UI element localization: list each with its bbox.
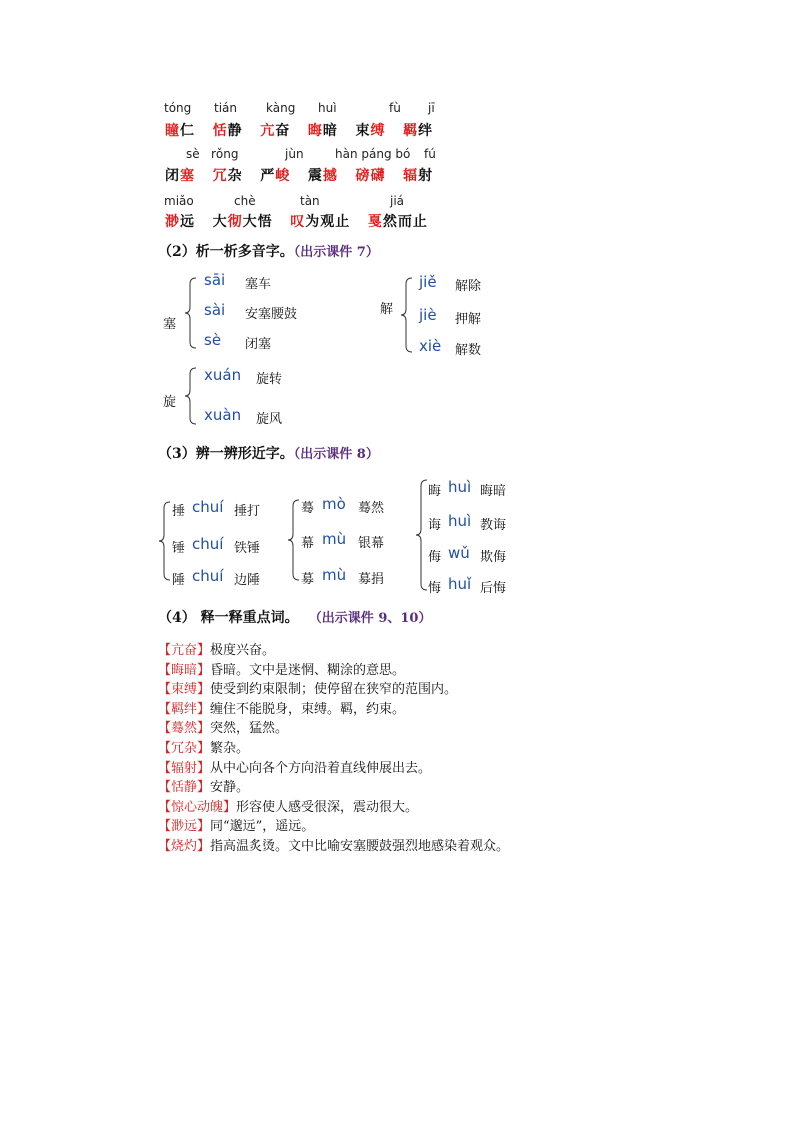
character [195,214,213,230]
word-label: 晦暗 [480,484,507,499]
definition-text: 指高温炙烫。文中比喻安塞腰鼓强烈地感染着观众。 [210,838,510,854]
section-2-title: （2）析一析多音字。 [158,244,294,260]
section-2-note: （出示课件 7） [293,245,379,260]
character: 静 [227,123,243,139]
word-label: 教诲 [480,518,507,533]
highlighted-character: 戛 [367,214,383,230]
word-label: 捶打 [234,504,261,519]
word-label: 欺侮 [480,550,507,565]
pinyin-label: chuí [192,498,224,516]
char-label: 陲 [172,573,186,588]
char-label: 募 [301,572,315,587]
pinyin-annotation: fú [424,147,436,161]
pinyin-annotation: kàng [266,101,296,115]
definition-term: 【冗杂】 [158,740,211,756]
character: 暗 [322,123,338,139]
character-line [165,120,433,140]
highlighted-character: 瞳 [165,123,180,139]
definition-item [158,719,509,739]
char-label: 蓦 [301,501,315,516]
section-3-title: （3）辨一辨形近字。 [158,446,294,462]
character: 闭 [165,168,180,184]
word-label: 铁锤 [234,541,261,556]
character: 严 [260,168,276,184]
definition-item [158,661,509,681]
pinyin-label: mù [322,566,347,584]
highlighted-character: 冗 [212,168,228,184]
character [290,168,308,184]
pinyin-label: wǔ [448,544,470,562]
pinyin-annotation: huì [318,101,337,115]
definition-term: 【蓦然】 [158,721,211,737]
pinyin-label: huì [448,512,472,530]
character: 止 [335,214,351,230]
word-label: 银幕 [358,536,385,551]
section-3-note: （出示课件 8） [293,447,379,462]
pinyin-annotation: jī [428,101,435,115]
char-label: 侮 [428,550,442,565]
pinyin-annotation: chè [234,194,256,208]
highlighted-character: 恬 [212,123,228,139]
char-label: 诲 [428,518,442,533]
word-label: 蓦然 [358,501,385,516]
definition-term: 【恬静】 [158,780,211,796]
polyphone-char: 旋 [163,395,177,410]
highlighted-character: 礴 [370,168,386,184]
word-label: 旋风 [256,412,283,427]
word-label: 押解 [455,312,482,327]
brace-icon [415,478,429,592]
pinyin-label: chuí [192,535,224,553]
pinyin-annotation: hàn páng bó [335,147,411,161]
definition-list [158,641,509,857]
character: 然 [382,214,398,230]
highlighted-character: 彻 [227,214,243,230]
definition-text: 安静。 [210,780,250,796]
highlighted-character: 羁 [403,123,419,139]
word-label: 闭塞 [245,337,272,352]
word-label: 边陲 [234,573,261,588]
highlighted-character: 叹 [290,214,306,230]
character: 杂 [227,168,243,184]
character: 而 [397,214,413,230]
character-line [165,165,433,185]
word-label: 塞车 [245,277,272,292]
character [273,214,291,230]
pinyin-annotation: fù [389,101,401,115]
character [290,123,308,139]
definition-term: 【辐射】 [158,760,211,776]
highlighted-character: 亢 [260,123,276,139]
definition-text: 形容使人感受很深，震动很大。 [236,799,419,815]
brace-icon [184,276,198,350]
character: 为 [305,214,321,230]
definition-term: 【渺远】 [158,819,211,835]
character [243,123,261,139]
pinyin-label: sè [204,331,222,349]
pinyin-label: chuí [192,567,224,585]
highlighted-character: 缚 [370,123,386,139]
definition-term: 【惊心动魄】 [158,799,237,815]
definition-text: 使受到约束限制；使停留在狭窄的范围内。 [210,682,458,698]
character [386,168,404,184]
character-line [165,211,428,231]
definition-term: 【羁绊】 [158,701,211,717]
definition-text: 从中心向各个方向沿着直线伸展出去。 [210,760,432,776]
pinyin-label: mù [322,530,347,548]
definition-item [158,680,509,700]
highlighted-character: 磅 [355,168,371,184]
definition-item [158,837,509,857]
pinyin-label: sài [204,301,226,319]
definition-term: 【晦暗】 [158,662,211,678]
brace-icon [158,500,172,582]
definition-term: 【束缚】 [158,682,211,698]
word-label: 募捐 [358,572,385,587]
character [195,168,213,184]
definition-text: 极度兴奋。 [210,643,276,658]
character: 观 [320,214,336,230]
character: 大 [212,214,228,230]
definition-item [158,817,509,837]
character: 悟 [257,214,273,230]
definition-item [158,798,509,818]
word-label: 后悔 [480,581,507,596]
pinyin-label: mò [322,495,346,513]
definition-item [158,739,509,759]
section-3-heading [158,443,379,463]
pinyin-annotation: miǎo [164,194,194,208]
definition-item [158,778,509,798]
pinyin-label: jiě [419,273,437,291]
pinyin-label: huǐ [448,575,472,593]
character [350,214,368,230]
highlighted-character: 辐 [403,168,419,184]
character [195,123,213,139]
char-label: 晦 [428,484,442,499]
character: 大 [242,214,258,230]
pinyin-label: jiè [419,306,437,324]
section-4-title: （4） 释一释重点词。 [158,610,299,626]
character: 射 [418,168,434,184]
character [243,168,261,184]
brace-icon [400,276,414,354]
word-label: 旋转 [256,372,283,387]
pinyin-label: xuán [204,366,242,384]
pinyin-label: xuàn [204,406,242,424]
highlighted-character: 渺 [165,214,180,230]
definition-term: 【亢奋】 [158,643,211,658]
highlighted-character: 晦 [307,123,323,139]
char-label: 锤 [172,541,186,556]
pinyin-annotation: jiá [390,194,405,208]
section-4-heading [158,607,431,627]
character: 止 [412,214,428,230]
polyphone-char: 塞 [163,317,177,332]
character: 束 [355,123,371,139]
pinyin-annotation: tián [214,101,237,115]
highlighted-character: 撼 [322,168,338,184]
character [386,123,404,139]
character: 奋 [275,123,291,139]
char-label: 幕 [301,536,315,551]
pinyin-label: xiè [419,337,442,355]
pinyin-annotation: jùn [285,147,304,161]
character: 仁 [180,123,195,139]
char-label: 悔 [428,581,442,596]
word-label: 解数 [455,343,482,358]
pinyin-annotation: rǒng [211,147,239,161]
pinyin-label: huì [448,478,472,496]
section-4-note: （出示课件 9、10） [308,611,432,626]
word-label: 安塞腰鼓 [245,307,298,322]
section-2-heading [158,241,379,261]
pinyin-label: sāi [204,271,226,289]
definition-text: 昏暗。文中是迷惘、糊涂的意思。 [210,662,406,678]
brace-icon [287,498,301,582]
definition-item [158,641,509,661]
definition-term: 【烧灼】 [158,838,211,854]
pinyin-annotation: tàn [300,194,320,208]
word-label: 解除 [455,279,482,294]
definition-text: 同“邈远”，遥远。 [210,819,315,835]
definition-text: 缠住不能脱身，束缚。羁，约束。 [210,701,406,717]
pinyin-annotation: sè [186,147,200,161]
definition-text: 突然，猛然。 [210,721,289,737]
highlighted-character: 峻 [275,168,291,184]
definition-text: 繁杂。 [210,740,250,756]
highlighted-character: 塞 [180,168,195,184]
definition-item [158,700,509,720]
polyphone-char: 解 [380,302,394,317]
pinyin-annotation: tóng [164,101,192,115]
character: 震 [307,168,323,184]
brace-icon [184,366,198,426]
character: 远 [180,214,195,230]
definition-item [158,759,509,779]
character [338,123,356,139]
character [338,168,356,184]
char-label: 捶 [172,504,186,519]
character: 绊 [418,123,434,139]
